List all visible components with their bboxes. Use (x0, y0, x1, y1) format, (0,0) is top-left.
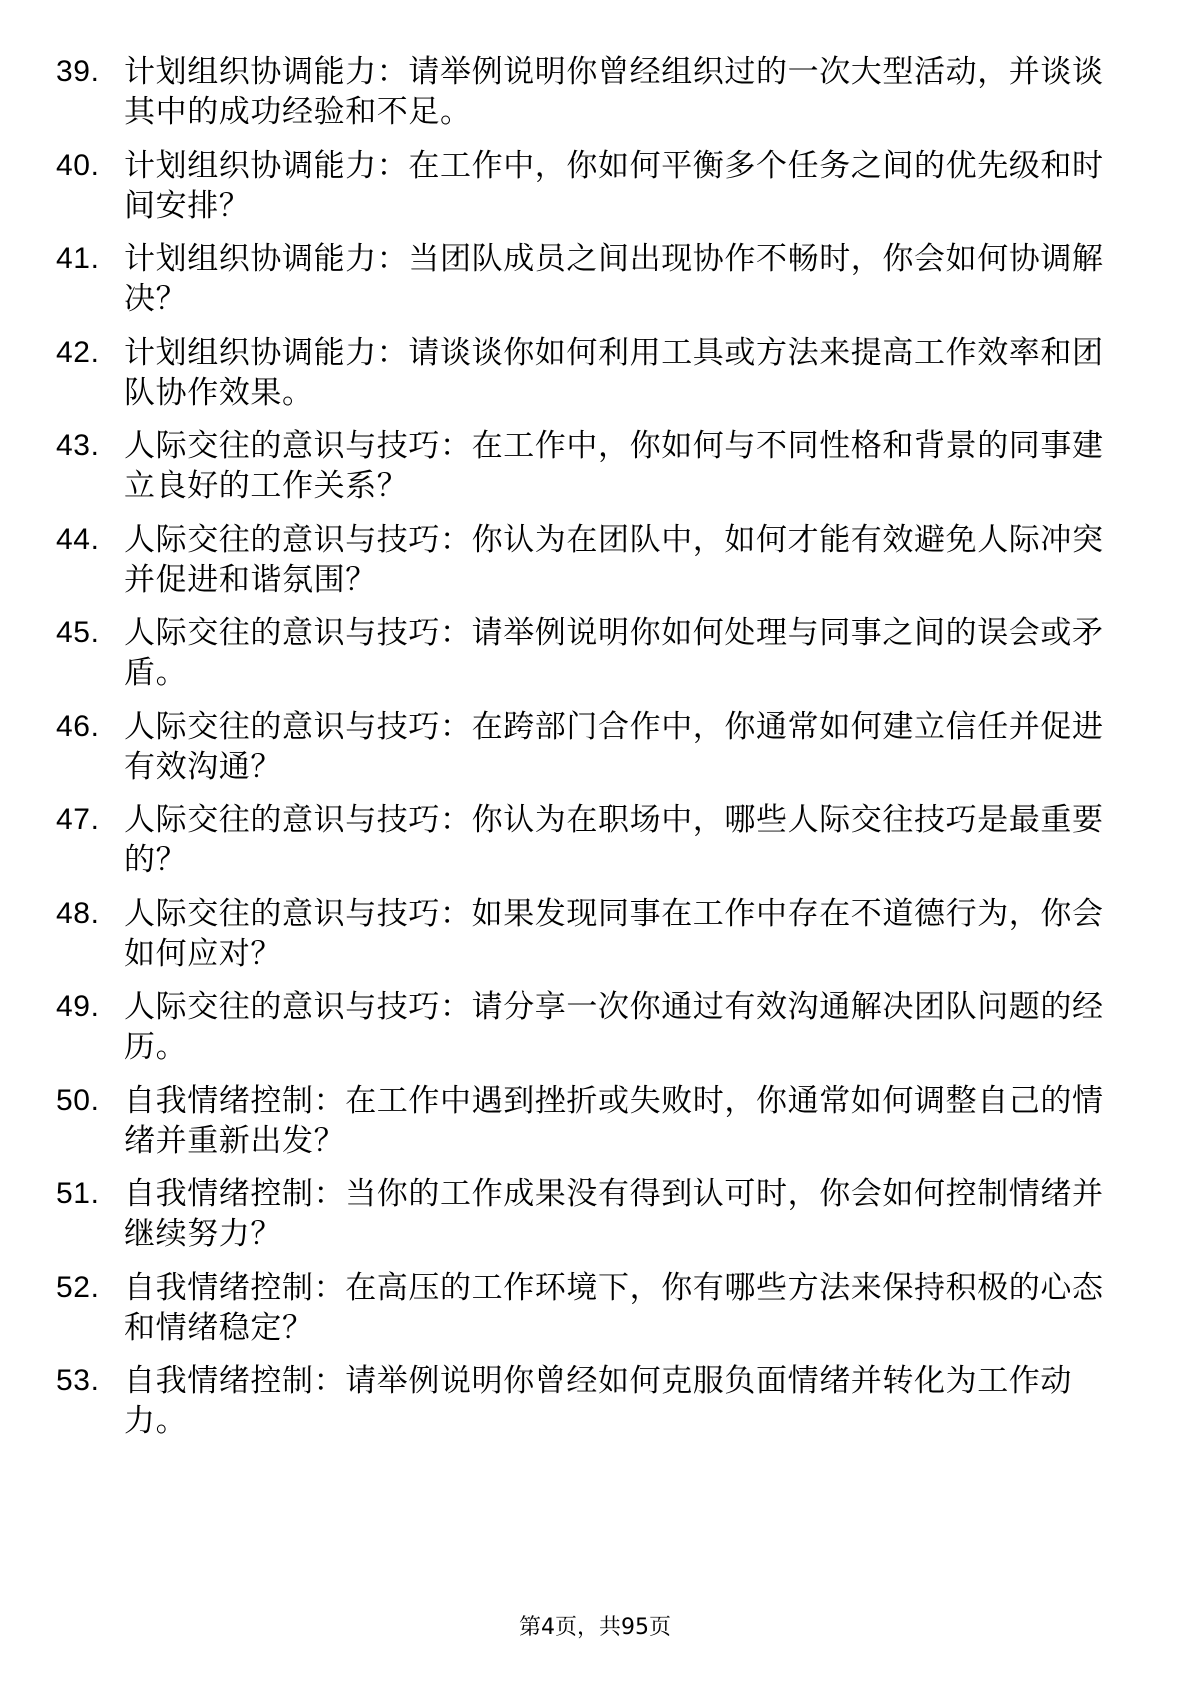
question-number: 53. (56, 1364, 100, 1397)
question-number: 51. (56, 1177, 100, 1210)
question-number: 44. (56, 522, 100, 556)
question-text: 自我情绪控制：在工作中遇到挫折或失败时，你通常如何调整自己的情绪并重新出发？ (124, 1082, 1104, 1159)
question-item-53 (56, 1361, 1116, 1441)
question-text: 人际交往的意识与技巧：请举例说明你如何处理与同事之间的误会或矛盾。 (124, 615, 1104, 691)
question-number: 52. (56, 1270, 100, 1304)
question-text: 自我情绪控制：请举例说明你曾经如何克服负面情绪并转化为工作动力。 (124, 1363, 1072, 1439)
question-list (56, 52, 1116, 1455)
question-text: 人际交往的意识与技巧：在跨部门合作中，你通常如何建立信任并促进有效沟通？ (124, 708, 1104, 785)
question-number: 48. (56, 896, 100, 930)
question-item-49 (56, 987, 1116, 1067)
question-item-42 (56, 333, 1116, 413)
question-number: 41. (56, 242, 100, 275)
question-number: 47. (56, 803, 100, 836)
question-number: 50. (56, 1083, 100, 1117)
question-item-44 (56, 520, 1116, 600)
question-item-40 (56, 146, 1116, 226)
question-number: 42. (56, 335, 100, 369)
question-item-50 (56, 1081, 1116, 1161)
question-text: 人际交往的意识与技巧：在工作中，你如何与不同性格和背景的同事建立良好的工作关系？ (124, 428, 1104, 504)
question-item-47 (56, 800, 1116, 880)
question-text: 自我情绪控制：当你的工作成果没有得到认可时，你会如何控制情绪并继续努力？ (124, 1176, 1104, 1252)
question-text: 人际交往的意识与技巧：如果发现同事在工作中存在不道德行为，你会如何应对？ (124, 895, 1104, 972)
question-item-39 (56, 52, 1116, 132)
question-item-52 (56, 1268, 1116, 1348)
question-text: 人际交往的意识与技巧：你认为在团队中，如何才能有效避免人际冲突并促进和谐氛围？ (124, 521, 1104, 598)
question-item-51 (56, 1174, 1116, 1254)
question-number: 40. (56, 148, 100, 182)
question-number: 46. (56, 709, 100, 743)
question-text: 人际交往的意识与技巧：你认为在职场中，哪些人际交往技巧是最重要的？ (124, 802, 1104, 878)
question-text: 人际交往的意识与技巧：请分享一次你通过有效沟通解决团队问题的经历。 (124, 989, 1104, 1065)
question-text: 计划组织协调能力：请谈谈你如何利用工具或方法来提高工作效率和团队协作效果。 (124, 334, 1104, 411)
question-item-46 (56, 707, 1116, 787)
question-item-45 (56, 613, 1116, 693)
question-number: 43. (56, 429, 100, 462)
question-text: 计划组织协调能力：请举例说明你曾经组织过的一次大型活动，并谈谈其中的成功经验和不足。 (124, 54, 1104, 130)
question-text: 自我情绪控制：在高压的工作环境下，你有哪些方法来保持积极的心态和情绪稳定？ (124, 1269, 1104, 1346)
page-number-footer: 第4页，共95页 (519, 1615, 671, 1640)
question-number: 49. (56, 990, 100, 1023)
question-item-41 (56, 239, 1116, 319)
question-text: 计划组织协调能力：在工作中，你如何平衡多个任务之间的优先级和时间安排？ (124, 147, 1104, 224)
question-item-48 (56, 894, 1116, 974)
question-text: 计划组织协调能力：当团队成员之间出现协作不畅时，你会如何协调解决？ (124, 241, 1104, 317)
question-number: 45. (56, 616, 100, 649)
question-item-43 (56, 426, 1116, 506)
question-number: 39. (56, 55, 100, 88)
